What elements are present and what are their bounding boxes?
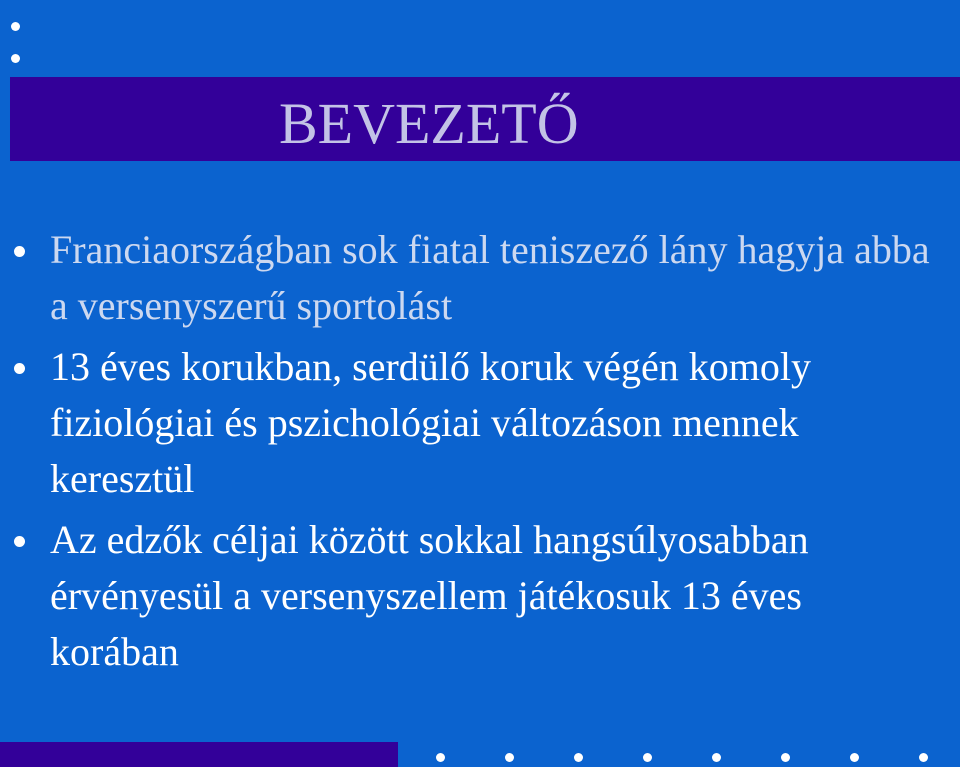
bullet-dot-icon	[14, 363, 25, 374]
decorative-dot	[11, 54, 20, 63]
bullet-item	[0, 512, 960, 680]
decorative-dot	[781, 753, 790, 762]
decorative-dot	[505, 753, 514, 762]
bullet-text: Az edzők céljai között sokkal hangsúlyosabban érvényesül a versenyszellem játékosuk 13 éves korában	[50, 517, 809, 674]
bullet-text: Franciaországban sok fiatal teniszező lány hagyja abba a versenyszerű sportolást	[50, 227, 930, 328]
decorative-dot	[11, 22, 20, 31]
decorative-dot	[574, 753, 583, 762]
bullet-item	[0, 339, 960, 507]
decorative-dot	[850, 753, 859, 762]
decorative-dot	[643, 753, 652, 762]
bullet-dot-icon	[14, 536, 25, 547]
slide-title: BEVEZETŐ	[279, 91, 579, 156]
decorative-dot	[436, 753, 445, 762]
bullet-text: 13 éves korukban, serdülő koruk végén komoly fiziológiai és pszichológiai változáson mennek keresztül	[50, 344, 811, 501]
bottom-bar	[0, 742, 398, 767]
decorative-dot	[712, 753, 721, 762]
decorative-dot	[919, 753, 928, 762]
bullet-dot-icon	[14, 246, 25, 257]
decorative-dots-bottom	[436, 753, 956, 763]
bullet-list	[0, 222, 960, 685]
bullet-item	[0, 222, 960, 334]
